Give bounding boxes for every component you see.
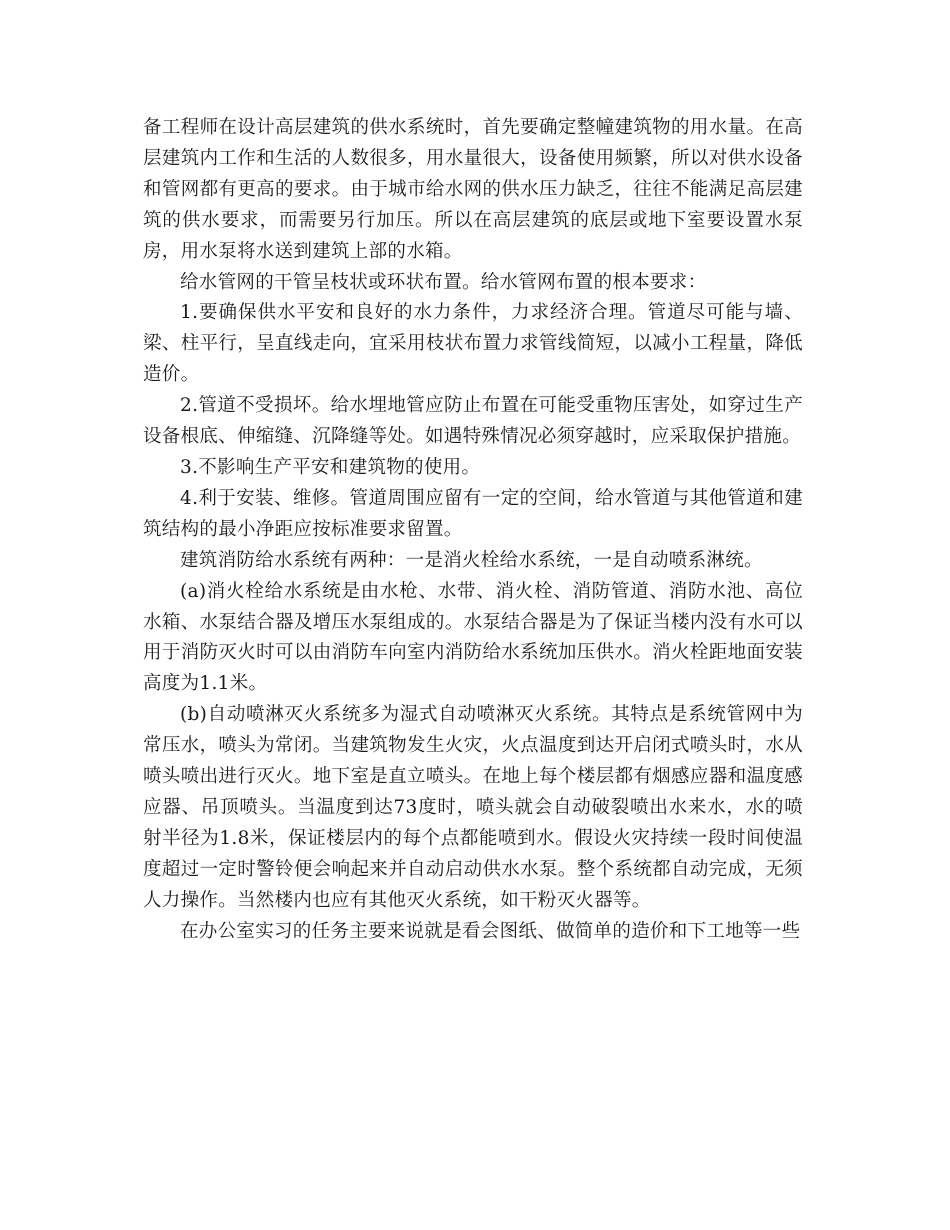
document-body [143, 113, 803, 947]
paragraph-office-internship: 在办公室实习的任务主要来说就是看会图纸、做简单的造价和下工地等一些 [180, 920, 801, 942]
paragraph-water-supply-intro: 备工程师在设计高层建筑的供水系统时，首先要确定整幢建筑物的用水量。在高层建筑内工作和生活的人数很多，用水量很大，设备使用频繁，所以对供水设备和管网都有更高的要求。由于城市给水网的供水压力缺乏，往往不能满足高层建筑的供水要求，而需要另行加压。所以在高层建筑的底层或地下室要设置水泵房，用水泵将水送到建筑上部的水箱。 [143, 117, 803, 262]
paragraph-pipe-layout: 给水管网的干管呈枝状或环状布置。给水管网布置的根本要求： [180, 271, 707, 293]
paragraph-requirement-3: 3.不影响生产平安和建筑物的使用。 [180, 456, 481, 478]
paragraph-requirement-4: 4.利于安装、维修。管道周围应留有一定的空间，给水管道与其他管道和建筑结构的最小净距应按标准要求留置。 [143, 487, 803, 540]
paragraph-hydrant-system: (a)消火栓给水系统是由水枪、水带、消火栓、消防管道、消防水池、高位水箱、水泵结合器及增压水泵组成的。水泵结合器是为了保证当楼内没有水可以用于消防灭火时可以由消防车向室内消防给水系统加压供水。消火栓距地面安装高度为1.1米。 [143, 580, 803, 695]
paragraph-requirement-2: 2.管道不受损坏。给水埋地管应防止布置在可能受重物压害处，如穿过生产设备根底、伸缩缝、沉降缝等处。如遇特殊情况必须穿越时，应采取保护措施。 [143, 395, 803, 448]
paragraph-requirement-1: 1.要确保供水平安和良好的水力条件，力求经济合理。管道尽可能与墙、梁、柱平行，呈直线走向，宜采用枝状布置力求管线简短，以减小工程量，降低造价。 [143, 302, 803, 386]
paragraph-sprinkler-system: (b)自动喷淋灭火系统多为湿式自动喷淋灭火系统。其特点是系统管网中为常压水，喷头为常闭。当建筑物发生火灾，火点温度到达开启闭式喷头时，水从喷头喷出进行灭火。地下室是直立喷头。在地上每个楼层都有烟感应器和温度感应器、吊顶喷头。当温度到达73度时，喷头就会自动破裂喷出水来水，水的喷射半径为1.8米，保证楼层内的每个点都能喷到水。假设火灾持续一段时间使温度超过一定时警铃便会响起来并自动启动供水水泵。整个系统都自动完成，无须人力操作。当然楼内也应有其他灭火系统，如干粉灭火器等。 [143, 704, 803, 911]
paragraph-fire-systems: 建筑消防给水系统有两种：一是消火栓给水系统，一是自动喷系淋统。 [180, 549, 763, 571]
